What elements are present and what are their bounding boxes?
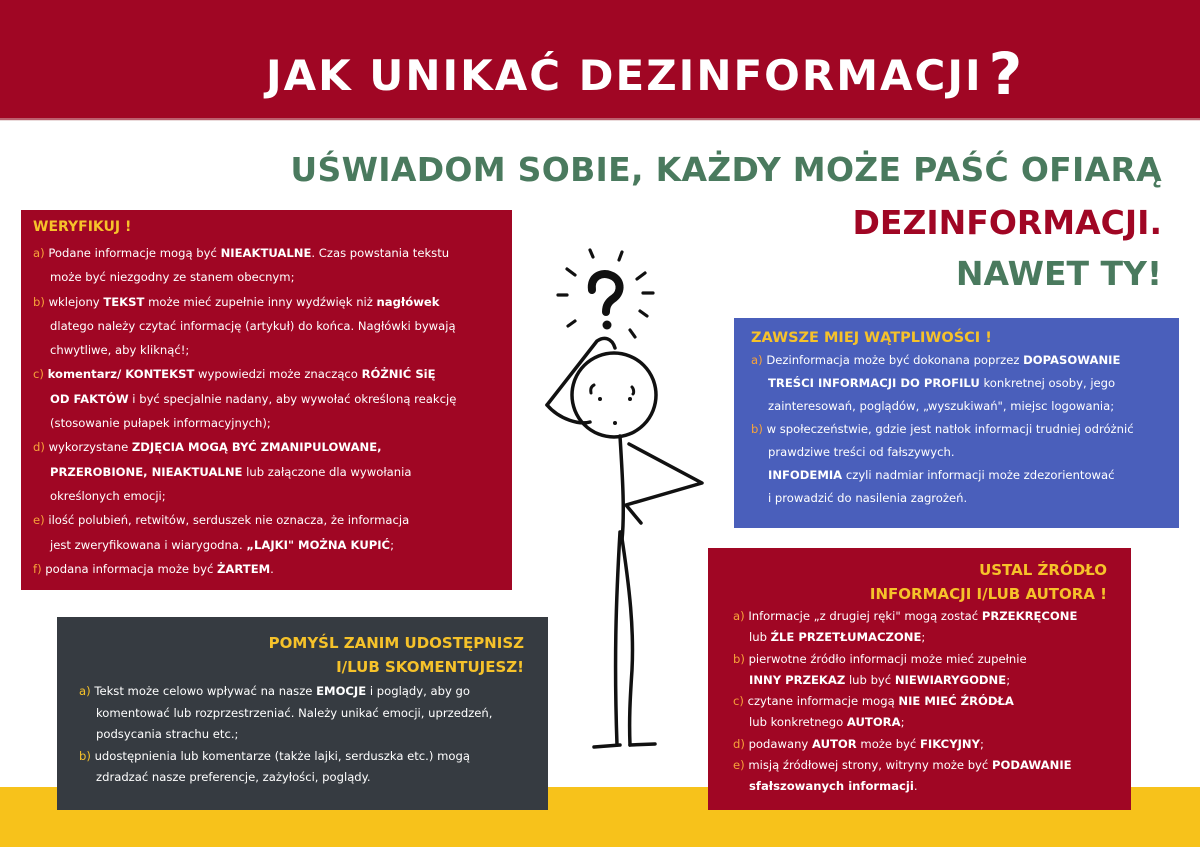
page-title	[266, 36, 1025, 108]
body-text: Tekst może celowo wpływać na nasze	[94, 684, 317, 698]
list-item-line	[751, 349, 1179, 372]
emphasis-text: sfałszowanych informacji	[749, 779, 914, 794]
verify-list	[33, 241, 512, 581]
list-item-line	[733, 734, 1107, 755]
verify-title: WERYFIKUJ !	[33, 219, 132, 235]
list-item-line	[751, 395, 1179, 418]
list-item-line	[33, 314, 512, 338]
item-label: c)	[33, 367, 48, 382]
item-label: a)	[79, 684, 95, 698]
item-label: b)	[733, 651, 749, 666]
emphasis-text: DOPASOWANIE	[1023, 353, 1121, 367]
list-item-line	[733, 776, 1107, 797]
emphasis-text: PRZEKRĘCONE	[981, 609, 1078, 623]
emphasis-text: RÓŻNIĆ SiĘ	[361, 367, 436, 382]
emphasis-text: NIEAKTUALNE	[220, 246, 312, 260]
list-item-line	[33, 508, 512, 532]
list-item-line	[751, 418, 1179, 441]
list-item-line	[751, 372, 1179, 395]
doubt-list	[751, 349, 1179, 510]
list-item-line	[33, 435, 512, 459]
body-text: i prowadzić do nasilenia zagrożeń.	[768, 491, 968, 505]
list-item-line	[79, 681, 524, 703]
think-title-line-2: I/LUB SKOMENTUJESZ!	[336, 658, 524, 676]
body-text: ilość polubień, retwitów, serduszek nie oznacza, że informacja	[48, 513, 410, 528]
body-text: zainteresowań, poglądów, „wyszukiwań", miejsc logowania;	[768, 399, 1115, 413]
body-text: jest zweryfikowana i wiarygodna.	[50, 537, 247, 552]
emphasis-text: INNY PRZEKAZ	[749, 672, 846, 687]
headline-line-2: DEZINFORMACJI.	[852, 203, 1162, 242]
emphasis-text: nagłówek	[376, 294, 440, 309]
item-label: a)	[733, 609, 749, 623]
item-label: b)	[33, 294, 49, 309]
item-label: e)	[33, 513, 49, 528]
list-item-line	[33, 387, 512, 411]
source-title-line-2: INFORMACJI I/LUB AUTORA !	[869, 585, 1107, 603]
list-item-line	[33, 338, 512, 362]
list-item-line	[79, 724, 524, 746]
think-title-line-1: POMYŚL ZANIM UDOSTĘPNISZ	[268, 634, 524, 652]
list-item-line	[33, 533, 512, 557]
body-text: i poglądy, aby go	[366, 684, 470, 698]
item-label: e)	[733, 758, 749, 773]
verify-box	[21, 210, 512, 590]
list-item-line	[33, 362, 512, 386]
emphasis-text: „LAJKI" MOŻNA KUPIĆ	[246, 537, 391, 552]
list-item-line	[751, 441, 1179, 464]
list-item-line	[33, 290, 512, 314]
item-label: d)	[733, 736, 749, 751]
emphasis-text: PODAWANIE	[991, 758, 1072, 773]
body-text: wypowiedzi może znacząco	[194, 367, 362, 382]
body-text: i być specjalnie nadany, aby wywołać określoną reakcję	[128, 391, 457, 406]
body-text: lub	[749, 630, 771, 645]
emphasis-text: ZDJĘCIA MOGĄ BYĆ ZMANIPULOWANE,	[131, 440, 382, 455]
list-item-line	[733, 670, 1107, 691]
headline-line-1: UŚWIADOM SOBIE, KAŻDY MOŻE PAŚĆ OFIARĄ	[290, 150, 1162, 189]
list-item-line	[733, 755, 1107, 776]
confused-stick-figure-icon	[530, 240, 720, 800]
list-item-line	[733, 691, 1107, 712]
body-text: wklejony	[48, 294, 104, 309]
body-text: w społeczeństwie, gdzie jest natłok informacji trudniej odróżnić	[766, 422, 1134, 436]
list-item-line	[33, 484, 512, 508]
list-item-line	[733, 606, 1107, 627]
body-text: Podane informacje mogą być	[48, 246, 221, 260]
body-text: (stosowanie pułapek informacyjnych);	[50, 416, 271, 431]
doubt-box	[734, 318, 1179, 528]
body-text: Informacje „z drugiej ręki" mogą zostać	[748, 609, 982, 623]
item-label: c)	[733, 694, 748, 709]
emphasis-text: PRZEROBIONE, NIEAKTUALNE	[50, 464, 243, 479]
body-text: lub konkretnego	[749, 715, 847, 730]
headline-line-3: NAWET TY!	[955, 254, 1162, 293]
emphasis-text: INFODEMIA	[768, 468, 843, 482]
body-text: ;	[1006, 672, 1011, 687]
emphasis-text: komentarz/ KONTEKST	[47, 367, 195, 382]
list-item-line	[33, 241, 512, 265]
page-title-text: JAK UNIKAĆ DEZINFORMACJI	[266, 51, 983, 100]
body-text: ;	[921, 630, 926, 645]
body-text: misją źródłowej strony, witryny może być	[748, 758, 992, 773]
body-text: podana informacja może być	[45, 561, 218, 576]
list-item-line	[733, 627, 1107, 648]
list-item-line	[79, 703, 524, 725]
body-text: dlatego należy czytać informację (artykuł) do końca. Nagłówki bywają	[50, 318, 456, 333]
list-item-line	[33, 265, 512, 289]
body-text: zdradzać nasze preferencje, zażyłości, poglądy.	[96, 770, 371, 784]
body-text: czyli nadmiar informacji może zdezorientować	[842, 468, 1115, 482]
emphasis-text: TREŚCI INFORMACJI DO PROFILU	[768, 376, 980, 390]
body-text: Dezinformacja może być dokonana poprzez	[766, 353, 1024, 367]
item-label: b)	[751, 422, 767, 436]
emphasis-text: FIKCYJNY	[919, 736, 980, 751]
item-label: d)	[33, 440, 49, 455]
list-item-line	[33, 557, 512, 581]
emphasis-text: ŹLE PRZETŁUMACZONE	[770, 630, 922, 645]
list-item-line	[79, 746, 524, 768]
item-label: a)	[33, 246, 49, 260]
item-label: f)	[33, 561, 46, 576]
body-text: lub załączone dla wywołania	[242, 464, 412, 479]
emphasis-text: AUTORA	[846, 715, 901, 730]
question-mark: ?	[988, 40, 1025, 108]
body-text: pierwotne źródło informacji może mieć zupełnie	[748, 651, 1027, 666]
emphasis-text: NIE MIEĆ ŹRÓDŁA	[898, 694, 1014, 709]
body-text: lub być	[845, 672, 895, 687]
think-box	[57, 617, 548, 810]
body-text: ;	[980, 736, 984, 751]
body-text: może być	[856, 736, 920, 751]
list-item-line	[79, 767, 524, 789]
top-banner	[0, 0, 1200, 120]
body-text: może mieć zupełnie inny wydźwięk niż	[144, 294, 377, 309]
body-text: . Czas powstania tekstu	[311, 246, 450, 260]
source-list	[733, 606, 1107, 798]
body-text: komentować lub rozprzestrzeniać. Należy unikać emocji, uprzedzeń,	[96, 705, 493, 720]
body-text: podsycania strachu etc.;	[96, 727, 239, 741]
body-text: chwytliwe, aby kliknąć!;	[50, 343, 190, 358]
source-box	[708, 548, 1131, 810]
doubt-title: ZAWSZE MIEJ WĄTPLIWOŚCI !	[751, 330, 992, 346]
item-label: a)	[751, 353, 767, 367]
body-text: udostępnienia lub komentarze (także lajki, serduszka etc.) mogą	[94, 748, 470, 763]
body-text: ;	[900, 715, 905, 730]
body-text: określonych emocji;	[50, 488, 166, 503]
emphasis-text: NIEWIARYGODNE	[894, 672, 1007, 687]
list-item-line	[33, 411, 512, 435]
body-text: może być niezgodny ze stanem obecnym;	[50, 270, 295, 285]
list-item-line	[733, 649, 1107, 670]
list-item-line	[733, 712, 1107, 733]
body-text: .	[270, 561, 274, 576]
body-text: ;	[390, 537, 394, 552]
body-text: wykorzystane	[48, 440, 132, 455]
list-item-line	[33, 460, 512, 484]
source-title-line-1: USTAL ŹRÓDŁO	[979, 561, 1107, 579]
body-text: podawany	[748, 736, 812, 751]
think-list	[79, 681, 524, 789]
list-item-line	[751, 487, 1179, 510]
body-text: czytane informacje mogą	[747, 694, 899, 709]
item-label: b)	[79, 748, 95, 763]
emphasis-text: AUTOR	[811, 736, 857, 751]
emphasis-text: EMOCJE	[316, 684, 367, 698]
banner-divider	[0, 118, 1200, 121]
body-text: prawdziwe treści od fałszywych.	[768, 445, 955, 459]
body-text: .	[913, 779, 918, 794]
emphasis-text: ŻARTEM	[217, 561, 271, 576]
body-text: konkretnej osoby, jego	[979, 376, 1116, 390]
emphasis-text: OD FAKTÓW	[50, 391, 129, 406]
emphasis-text: TEKST	[103, 294, 145, 309]
list-item-line	[751, 464, 1179, 487]
